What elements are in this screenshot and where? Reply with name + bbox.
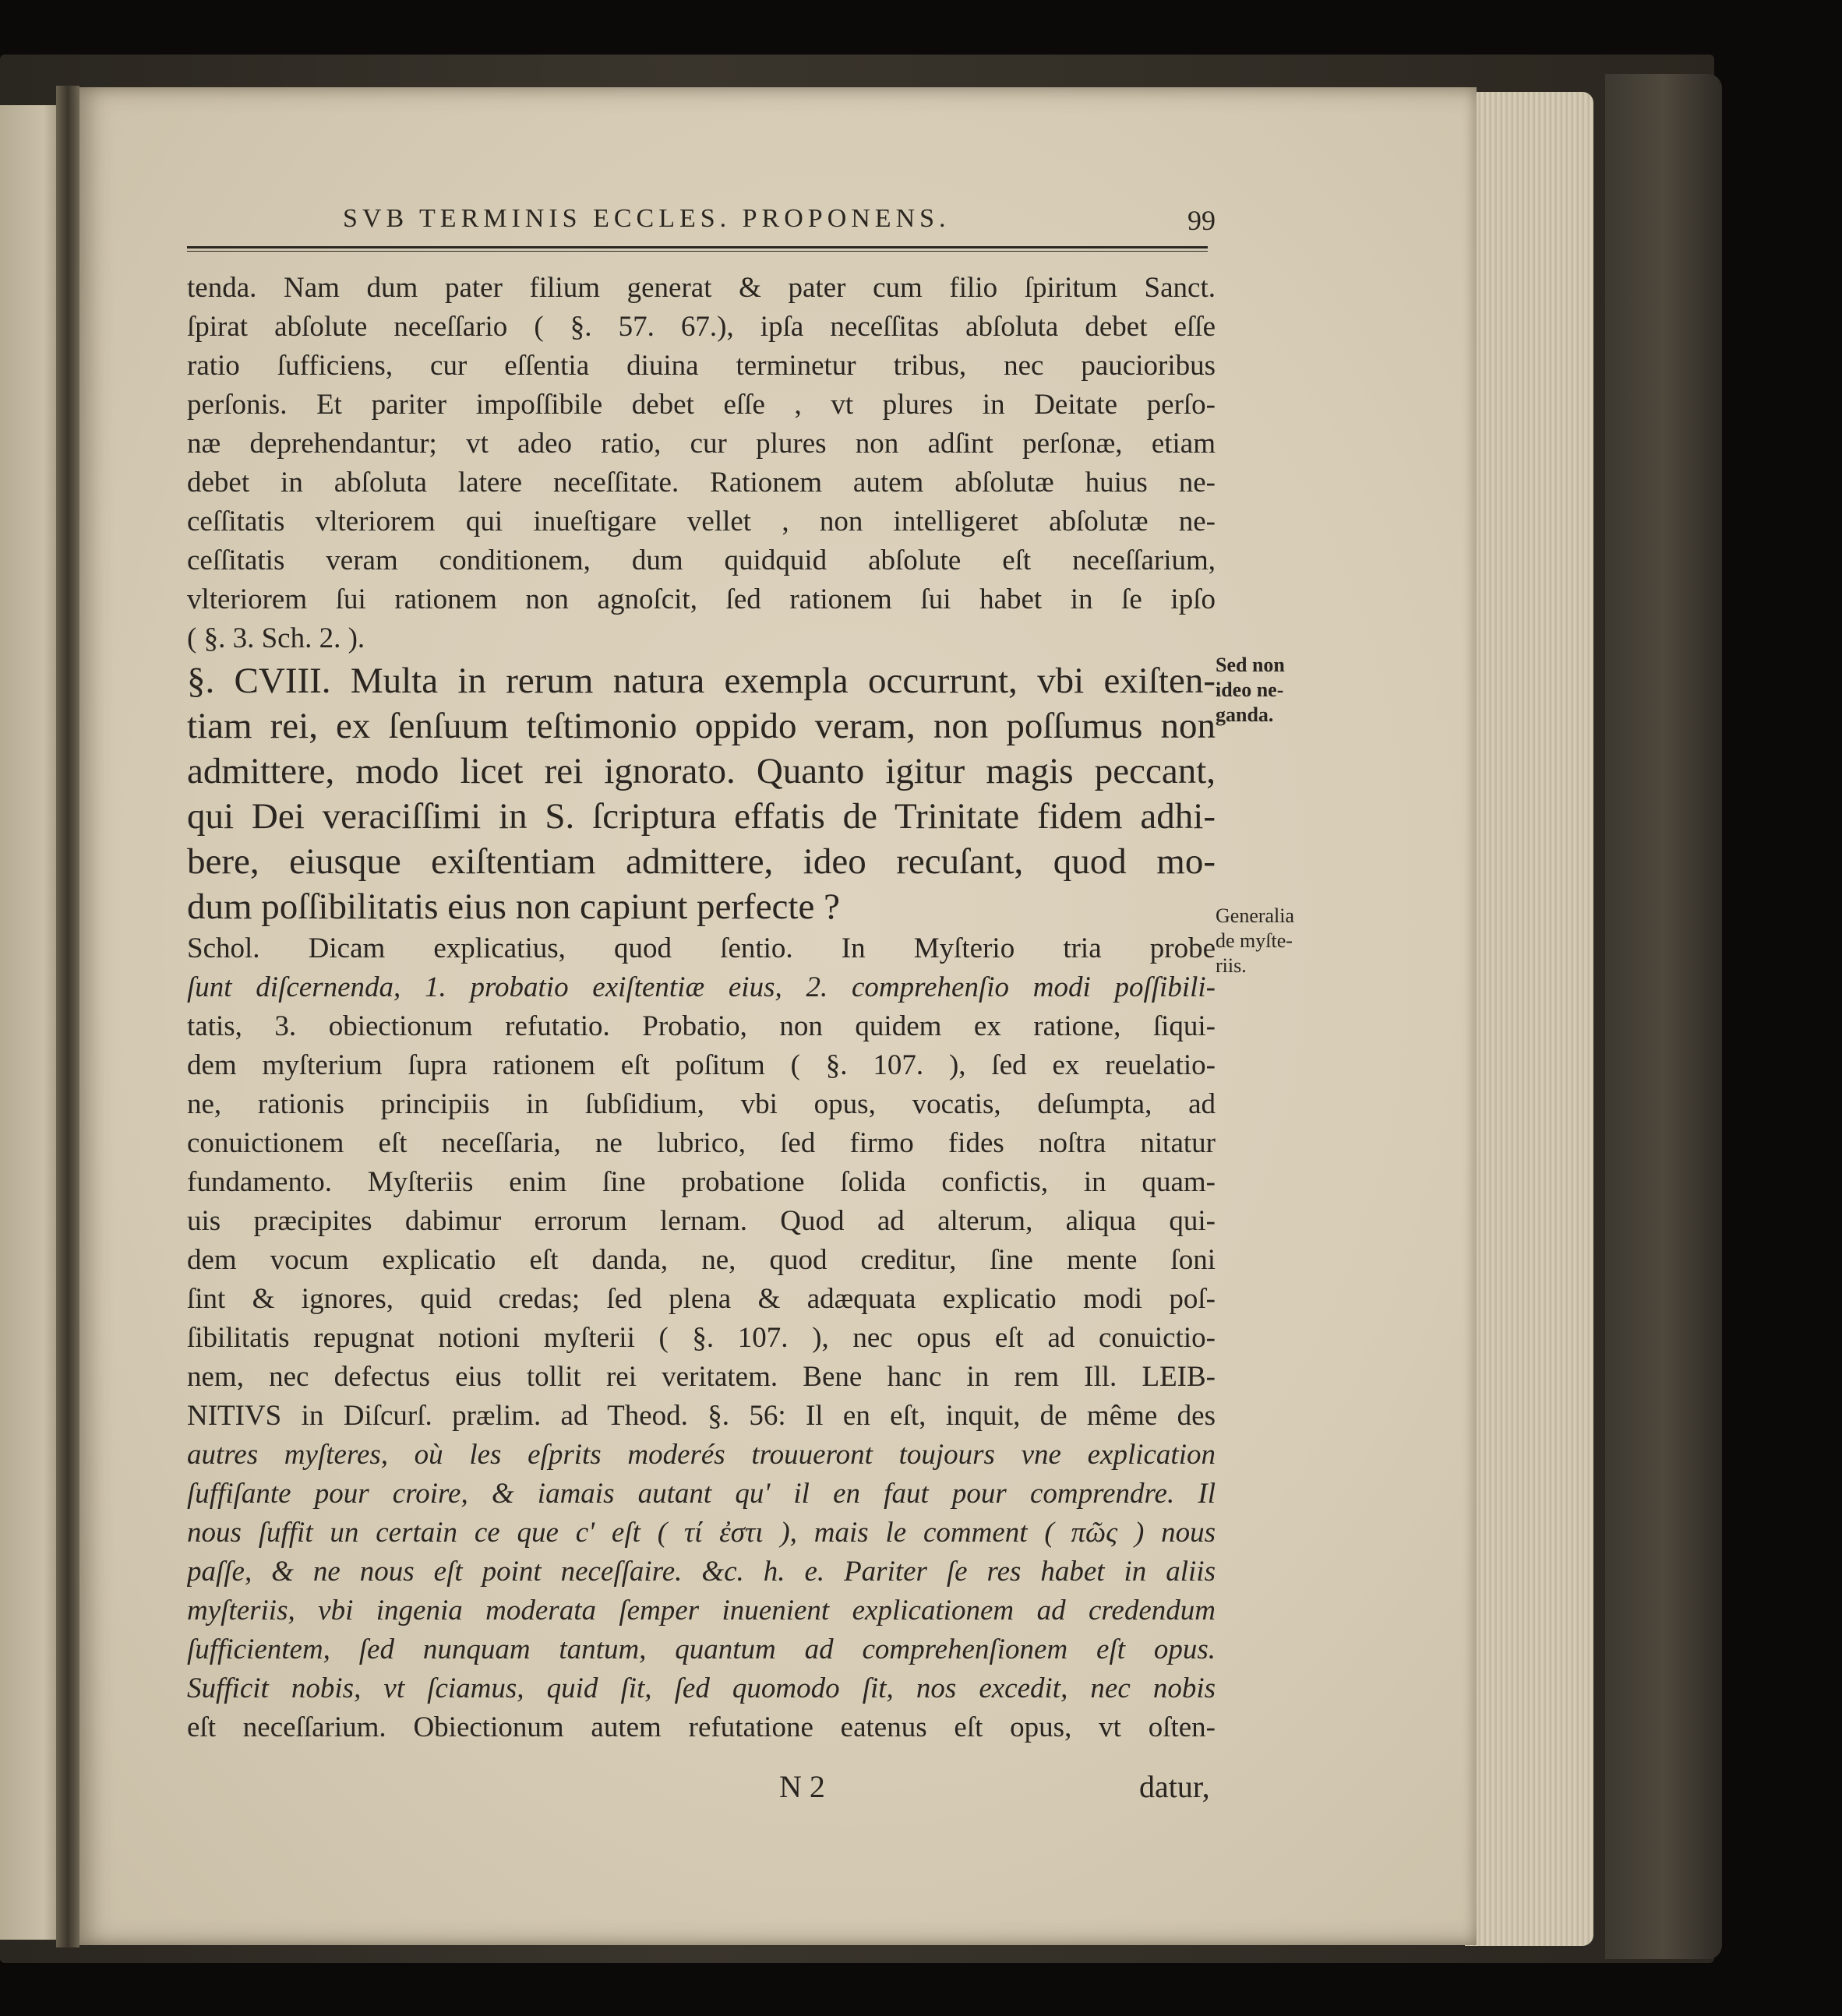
text-line: paſſe, & ne nous eſt point neceſſaire. &c. h. e. Pariter ſe res habet in aliis: [187, 1556, 1216, 1588]
text-line: ceſſitatis veram conditionem, dum quidquid abſolute eſt neceſſarium,: [187, 545, 1216, 576]
text-line: ( §. 3. Sch. 2. ).: [187, 622, 365, 654]
page-edges: [1465, 92, 1593, 1946]
text-line: nem, nec defectus eius tollit rei veritatem. Bene hanc in rem Ill. LEIB-: [187, 1361, 1216, 1393]
text-line: nous ſuffit un certain ce que c' eſt ( τί ἐστι ), mais le comment ( πῶς ) nous: [187, 1517, 1216, 1549]
text-line: ſufficientem, ſed nunquam tantum, quantum ad comprehenſionem eſt opus.: [187, 1634, 1216, 1665]
text-line: dum poſſibilitatis eius non capiunt perfecte ?: [187, 886, 840, 927]
text-line: eſt neceſſarium. Obiectionum autem refutatione eatenus eſt opus, vt oſten-: [187, 1711, 1216, 1743]
margin-note-line: ganda.: [1216, 703, 1274, 726]
text-line: Sufficit nobis, vt ſciamus, quid ſit, ſed quomodo ſit, nos excedit, nec nobis: [187, 1672, 1216, 1704]
text-line: debet in abſoluta latere neceſſitate. Rationem autem abſolutæ huius ne-: [187, 467, 1216, 499]
text-line: næ deprehendantur; vt adeo ratio, cur plures non adſint perſonæ, etiam: [187, 428, 1216, 460]
text-line: fundamento. Myſteriis enim ſine probatione ſolida confictis, in quam-: [187, 1166, 1216, 1198]
margin-note-generalia: [1216, 904, 1294, 978]
text-line: autres myſteres, où les eſprits moderés trouueront toujours vne explication: [187, 1439, 1216, 1471]
text-line: tiam rei, ex ſenſuum teſtimonio oppido veram, non poſſumus non: [187, 706, 1216, 746]
book-gutter: [56, 86, 79, 1947]
page-body-text: [187, 269, 1216, 1747]
text-line: myſteriis, vbi ingenia moderata ſemper inuenient explicationem ad credendum: [187, 1595, 1216, 1627]
text-line: NITIVS in Diſcurſ. prælim. ad Theod. §. 56: Il en eſt, inquit, de même des: [187, 1400, 1216, 1432]
page-header: [343, 204, 1216, 248]
text-line: tenda. Nam dum pater filium generat & pater cum filio ſpiritum Sanct.: [187, 272, 1216, 304]
margin-note-line: Sed non: [1216, 654, 1285, 676]
text-line: vlteriorem ſui rationem non agnoſcit, ſed rationem ſui habet in ſe ipſo: [187, 583, 1216, 615]
margin-note-line: de myſte-: [1216, 929, 1293, 952]
text-line: qui Dei veraciſſimi in S. ſcriptura effatis de Trinitate fidem adhi-: [187, 796, 1216, 837]
text-line: tatis, 3. obiectionum refutatio. Probatio, non quidem ex ratione, ſiqui-: [187, 1010, 1216, 1042]
text-line: ſpirat abſolute neceſſario ( §. 57. 67.), ipſa neceſſitas abſoluta debet eſſe: [187, 311, 1216, 343]
text-line: ſunt diſcernenda, 1. probatio exiſtentiæ eius, 2. comprehenſio modi poſſibili-: [187, 971, 1216, 1003]
page-number: 99: [1187, 205, 1216, 236]
text-line: bere, eiusque exiſtentiam admittere, ideo recuſant, quod mo-: [187, 841, 1216, 882]
header-rule: [187, 246, 1208, 248]
text-line: uis præcipites dabimur errorum lernam. Quod ad alterum, aliqua qui-: [187, 1205, 1216, 1237]
margin-note-line: Generalia: [1216, 904, 1295, 927]
book-cover-edge: [1605, 74, 1722, 1959]
text-line: Schol. Dicam explicatius, quod ſentio. In Myſterio tria probe: [187, 932, 1216, 964]
text-line: ſibilitatis repugnat notioni myſterii ( §. 107. ), nec opus eſt ad conuictio-: [187, 1322, 1216, 1354]
margin-note-line: riis.: [1216, 954, 1247, 977]
text-line: ne, rationis principiis in ſubſidium, vbi opus, vocatis, deſumpta, ad: [187, 1088, 1216, 1120]
header-rule-thin: [187, 251, 1208, 252]
text-line: conuictionem eſt neceſſaria, ne lubrico, ſed firmo fides noſtra nitatur: [187, 1127, 1216, 1159]
text-line: ſint & ignores, quid credas; ſed plena & adæquata explicatio modi poſ-: [187, 1283, 1216, 1315]
left-facing-page: [0, 105, 62, 1940]
text-line: admittere, modo licet rei ignorato. Quanto igitur magis peccant,: [187, 751, 1216, 791]
catchword: datur,: [1139, 1769, 1210, 1804]
text-line: §. CVIII. Multa in rerum natura exempla occurrunt, vbi exiſten-: [187, 661, 1216, 701]
text-line: perſonis. Et pariter impoſſibile debet eſſe , vt plures in Deitate perſo-: [187, 389, 1216, 421]
signature-mark: N 2: [779, 1769, 825, 1804]
text-line: ratio ſufficiens, cur eſſentia diuina terminetur tribus, nec paucioribus: [187, 350, 1216, 382]
running-title: SVB TERMINIS ECCLES. PROPONENS.: [343, 204, 951, 233]
text-line: ſuffiſante pour croire, & iamais autant qu' il en faut pour comprendre. Il: [187, 1478, 1216, 1510]
text-line: ceſſitatis vlteriorem qui inueſtigare vellet , non intelligeret abſolutæ ne-: [187, 506, 1216, 537]
margin-note-line: ideo ne-: [1216, 678, 1284, 701]
margin-note-sed-non: [1216, 653, 1285, 728]
text-line: dem myſterium ſupra rationem eſt poſitum ( §. 107. ), ſed ex reuelatio-: [187, 1049, 1216, 1081]
text-line: dem vocum explicatio eſt danda, ne, quod creditur, ſine mente ſoni: [187, 1244, 1216, 1276]
